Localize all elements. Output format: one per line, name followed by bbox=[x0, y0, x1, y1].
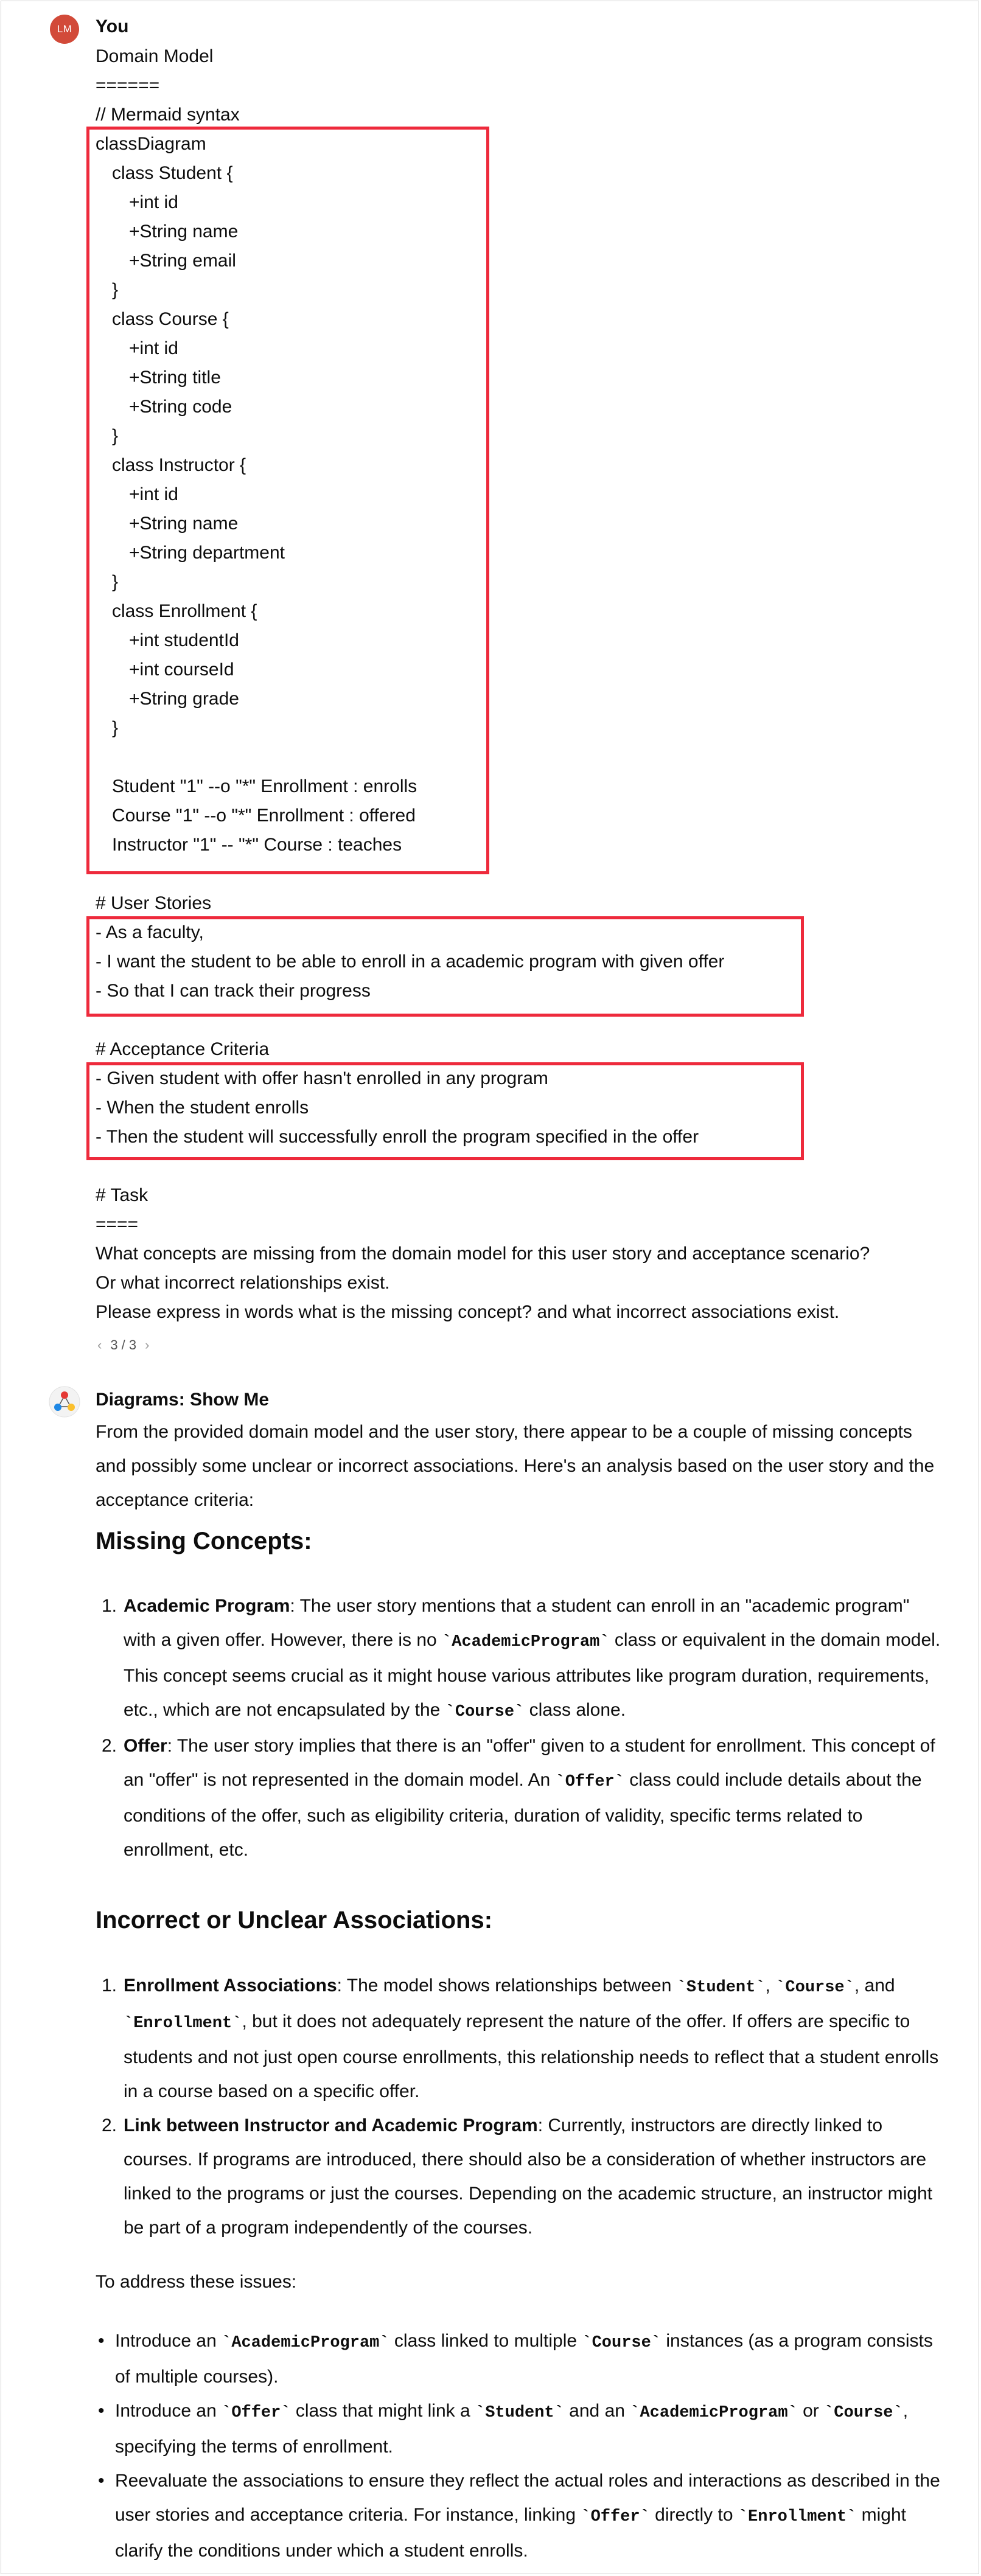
list-item: • Introduce an `AcademicProgram` class linked to multiple `Course` instances (as a program consists of multiple courses). bbox=[98, 2331, 933, 2387]
missing-concepts-heading: Missing Concepts: bbox=[96, 1528, 312, 1554]
address-list bbox=[96, 2324, 941, 2568]
list-item: 1. Academic Program: The user story mentions that a student can enroll in an "academic program" with a given offer. However, there is no `AcademicProgram` class or equivalent in the domain model. This concept seems crucial as it might house various attributes like program duration, requirements, etc., which are not encapsulated by the `Course` class alone. bbox=[102, 1596, 941, 1721]
message-line: Please express in words what is the missing concept? and what incorrect associations exist. bbox=[96, 1302, 840, 1322]
message-version-pager bbox=[97, 1337, 149, 1353]
code-line: +int studentId bbox=[129, 630, 239, 650]
message-line: // Mermaid syntax bbox=[96, 105, 240, 125]
message-line: - So that I can track their progress bbox=[96, 981, 371, 1001]
code-line: +String department bbox=[129, 543, 285, 563]
missing-concepts-list bbox=[96, 1589, 941, 1867]
code-line: class Instructor { bbox=[112, 455, 246, 475]
message-line: What concepts are missing from the domain model for this user story and acceptance scenario? bbox=[96, 1244, 870, 1264]
message-line: ==== bbox=[96, 1214, 139, 1234]
chevron-left-icon[interactable]: ‹ bbox=[97, 1337, 102, 1352]
highlight-box-domain-model bbox=[86, 127, 489, 874]
code-line: +String name bbox=[129, 221, 239, 242]
code-line: +String title bbox=[129, 367, 221, 388]
pager-label: 3 / 3 bbox=[110, 1337, 137, 1352]
list-item: 2. Offer: The user story implies that there is an "offer" given to a student for enrollment. This concept of an "offer" is not represented in the domain model. An `Offer` class could include details about the conditions of the offer, such as eligibility criteria, duration of validity, specific terms related to enrollment, etc. bbox=[102, 1736, 935, 1860]
code-line: +int id bbox=[129, 338, 178, 358]
code-line: +int id bbox=[129, 484, 178, 504]
code-line: +String email bbox=[129, 251, 236, 271]
code-line: +String grade bbox=[129, 689, 239, 709]
message-line: # Task bbox=[96, 1185, 148, 1205]
assistant-name: Diagrams: Show Me bbox=[96, 1390, 270, 1410]
user-avatar: LM bbox=[50, 15, 79, 44]
code-line: class Course { bbox=[112, 309, 229, 329]
list-item: • Introduce an `Offer` class that might link a `Student` and an `AcademicProgram` or `Course`, specifying the terms of enrollment. bbox=[98, 2401, 909, 2457]
message-line: - I want the student to be able to enroll in a academic program with given offer bbox=[96, 952, 725, 972]
message-line: - Given student with offer hasn't enrolled in any program bbox=[96, 1068, 548, 1088]
code-line: Student "1" --o "*" Enrollment : enrolls bbox=[112, 776, 417, 796]
incorrect-associations-list bbox=[96, 1969, 941, 2245]
diagrams-plugin-icon bbox=[49, 1386, 80, 1418]
message-line: # User Stories bbox=[96, 893, 212, 913]
code-line: } bbox=[112, 280, 119, 300]
highlight-box-acceptance-criteria bbox=[86, 1062, 804, 1160]
address-intro: To address these issues: bbox=[96, 2272, 297, 2292]
message-line: Or what incorrect relationships exist. bbox=[96, 1273, 390, 1293]
code-line: class Student { bbox=[112, 163, 233, 183]
assistant-intro: From the provided domain model and the user story, there appear to be a couple of missing concepts and possibly some unclear or incorrect associations. Here's an analysis based on the user story and the acceptance criteria: bbox=[96, 1422, 935, 1510]
code-line: +String code bbox=[129, 397, 232, 417]
code-line: Course "1" --o "*" Enrollment : offered bbox=[112, 806, 416, 826]
message-line: ====== bbox=[96, 75, 160, 96]
message-line: - When the student enrolls bbox=[96, 1098, 309, 1118]
code-line: Instructor "1" -- "*" Course : teaches bbox=[112, 835, 402, 855]
code-line: +String name bbox=[129, 513, 239, 534]
message-line: # Acceptance Criteria bbox=[96, 1039, 270, 1059]
code-line: classDiagram bbox=[96, 134, 206, 154]
list-item: 2. Link between Instructor and Academic Program: Currently, instructors are directly linked to courses. If programs are introduced, there should also be a consideration of whether instructors are linked to the programs or just the courses. Depending on the academic structure, an instructor might be part of a program independently of the courses. bbox=[102, 2115, 933, 2238]
code-line: +int id bbox=[129, 192, 178, 212]
highlight-box-user-stories bbox=[86, 916, 804, 1017]
code-line: } bbox=[112, 426, 119, 446]
message-line: - As a faculty, bbox=[96, 922, 204, 942]
user-name: You bbox=[96, 16, 129, 37]
code-line: +int courseId bbox=[129, 660, 234, 680]
code-line: class Enrollment { bbox=[112, 601, 257, 621]
message-line: - Then the student will successfully enroll the program specified in the offer bbox=[96, 1127, 699, 1147]
code-line: } bbox=[112, 572, 119, 592]
code-line: } bbox=[112, 718, 119, 738]
list-item: 1. Enrollment Associations: The model shows relationships between `Student`, `Course`, and `Enrollment`, but it does not adequately represent the nature of the offer. If offers are specific to students and not just open course enrollments, this relationship needs to reflect that a student enrolls in a course based on a specific offer. bbox=[102, 1976, 939, 2101]
incorrect-associations-heading: Incorrect or Unclear Associations: bbox=[96, 1907, 493, 1934]
chevron-right-icon[interactable]: › bbox=[145, 1337, 150, 1352]
message-line: Domain Model bbox=[96, 46, 214, 66]
list-item: • Reevaluate the associations to ensure they reflect the actual roles and interactions as described in the user stories and acceptance criteria. For instance, linking `Offer` directly to `Enrollment` might clarify the conditions under which a student enrolls. bbox=[98, 2471, 940, 2561]
